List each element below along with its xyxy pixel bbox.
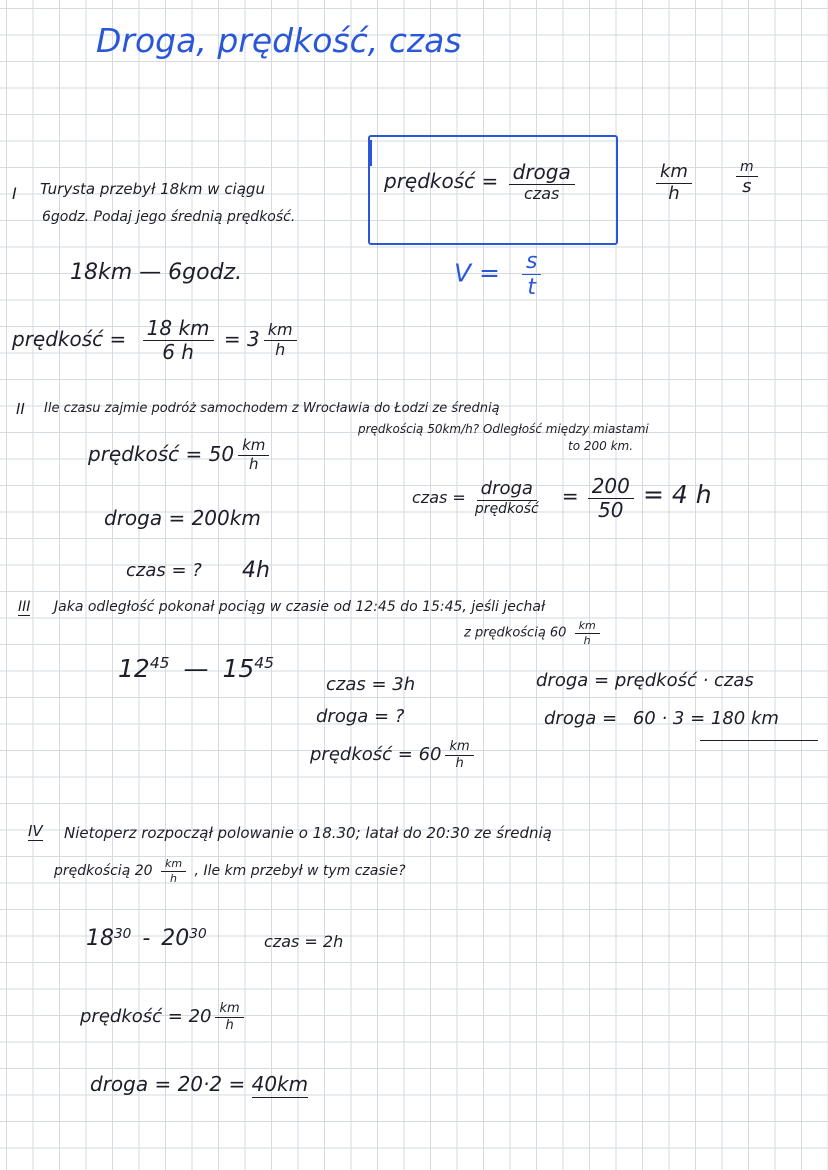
- formula-box-lhs: prędkość =: [384, 168, 499, 193]
- task3-start-min: 45: [149, 654, 170, 673]
- formula-box-numerator: droga: [509, 162, 575, 185]
- task3-answer-underline: [700, 740, 818, 741]
- task1-calc-numerator: 18 km: [143, 318, 214, 341]
- task1-res-unit-num: km: [264, 322, 297, 341]
- velocity-denominator: t: [527, 275, 536, 301]
- task1-calc-denominator: 6 h: [162, 340, 194, 364]
- task4-speed: [80, 1002, 248, 1032]
- task4-line2-question: , Ile km przebył w tym czasie?: [194, 863, 406, 880]
- task2-line1: Ile czasu zajmie podróż samochodem z Wrocławia do Łodzi ze średnią: [44, 401, 500, 416]
- task2-line2: prędkością 50km/h? Odległość między miastami: [358, 422, 649, 436]
- task1-calc-lhs: prędkość =: [12, 327, 127, 351]
- task3-formula: droga = prędkość · czas: [536, 670, 754, 691]
- formula-box-denominator: czas: [524, 184, 560, 203]
- task2-speed-lhs: prędkość = 50: [88, 441, 235, 466]
- task1-calc: [12, 318, 301, 363]
- task4-result-value: 40km: [251, 1072, 309, 1096]
- task3-line2-text: z prędkością 60: [464, 625, 567, 641]
- task1-line2: 6godz. Podaj jego średnią prędkość.: [42, 209, 296, 225]
- unit-s: s: [742, 175, 752, 197]
- task2-formula-denominator: prędkość: [474, 501, 539, 518]
- task2-formula-equals: =: [561, 484, 579, 508]
- task3-line2-unit-num: km: [575, 620, 600, 634]
- task2-time-answer: 4h: [242, 558, 270, 583]
- formula-box-fraction: [509, 162, 575, 203]
- task2-speed-unit-den: h: [248, 454, 259, 473]
- task4-time-range: [86, 925, 207, 951]
- task4-time: czas = 2h: [264, 932, 344, 951]
- task3-label: III: [18, 599, 31, 615]
- task1-res-unit-den: h: [275, 340, 286, 359]
- task3-end-hour: 15: [222, 654, 255, 683]
- task3-result-lhs: droga =: [544, 708, 618, 729]
- unit-h: h: [668, 182, 680, 204]
- task2-fraction-numerator: 200: [588, 476, 634, 499]
- velocity-formula: [454, 250, 545, 299]
- task3-speed-unit-den: h: [455, 755, 464, 771]
- task4-label: IV: [28, 822, 43, 840]
- task2-time-question: czas = ?: [126, 560, 202, 581]
- task4-end-hour: 20: [161, 926, 190, 951]
- task1-calc-result: = 3: [223, 327, 260, 351]
- box-corner-tick: [370, 140, 372, 166]
- task4-line2: [54, 858, 406, 884]
- task4-line2-unit-num: km: [161, 858, 186, 872]
- task4-line2-text: prędkością 20: [54, 863, 153, 880]
- task2-label: II: [16, 400, 25, 418]
- unit-m: m: [736, 160, 758, 177]
- task3-line2-unit-den: h: [583, 633, 591, 647]
- task1-line1: Turysta przebył 18km w ciągu: [40, 180, 265, 198]
- velocity-numerator: s: [522, 250, 541, 275]
- task2-line3: to 200 km.: [568, 439, 634, 453]
- task1-given: 18km — 6godz.: [70, 260, 243, 285]
- task4-end-min: 30: [189, 925, 207, 942]
- task4-result-lhs: droga = 20·2 =: [90, 1072, 246, 1096]
- task2-formula-numerator: droga: [477, 480, 537, 501]
- task4-start-min: 30: [114, 925, 132, 942]
- page-title: Droga, prędkość, czas: [96, 21, 462, 60]
- task3-result-value: 60 · 3 = 180 km: [632, 708, 779, 729]
- task3-start-hour: 12: [118, 654, 150, 683]
- task3-time: czas = 3h: [326, 674, 416, 695]
- task2-speed: [88, 438, 273, 473]
- task3-distance-question: droga = ?: [316, 706, 405, 727]
- task4-speed-lhs: prędkość = 20: [80, 1006, 212, 1028]
- velocity-lhs: V =: [454, 258, 500, 288]
- task2-fraction-denominator: 50: [598, 498, 624, 522]
- task4-speed-unit-num: km: [215, 1002, 243, 1018]
- task2-result: = 4 h: [642, 480, 712, 509]
- task4-line2-unit-den: h: [170, 871, 178, 885]
- task4-speed-unit-den: h: [225, 1017, 234, 1033]
- task3-line1: Jaka odległość pokonał pociąg w czasie od 12:45 do 15:45, jeśli jechał: [54, 599, 546, 615]
- formula-box-content: [384, 162, 579, 203]
- task4-start-hour: 18: [86, 926, 114, 951]
- task4-result: [90, 1074, 308, 1094]
- task2-distance: droga = 200km: [104, 506, 261, 530]
- task3-speed-lhs: prędkość = 60: [310, 744, 442, 766]
- task3-end-min: 45: [254, 654, 274, 673]
- task4-line1: Nietoperz rozpoczął polowanie o 18.30; latał do 20:30 ze średnią: [64, 824, 552, 842]
- unit-m-per-s: [732, 160, 762, 197]
- task2-speed-unit-num: km: [238, 438, 269, 456]
- task3-speed: [310, 740, 478, 770]
- task3-dash: —: [183, 654, 209, 683]
- unit-km: km: [656, 163, 692, 184]
- task1-label: I: [12, 184, 17, 203]
- task3-speed-unit-num: km: [445, 740, 473, 756]
- task3-line2: [464, 620, 604, 646]
- task3-result: [544, 710, 779, 728]
- task4-dash: -: [142, 926, 151, 951]
- task2-formula-lhs: czas =: [412, 488, 466, 507]
- unit-km-per-h: [652, 163, 696, 204]
- task2-formula: [412, 476, 712, 521]
- task3-time-range: [118, 656, 274, 681]
